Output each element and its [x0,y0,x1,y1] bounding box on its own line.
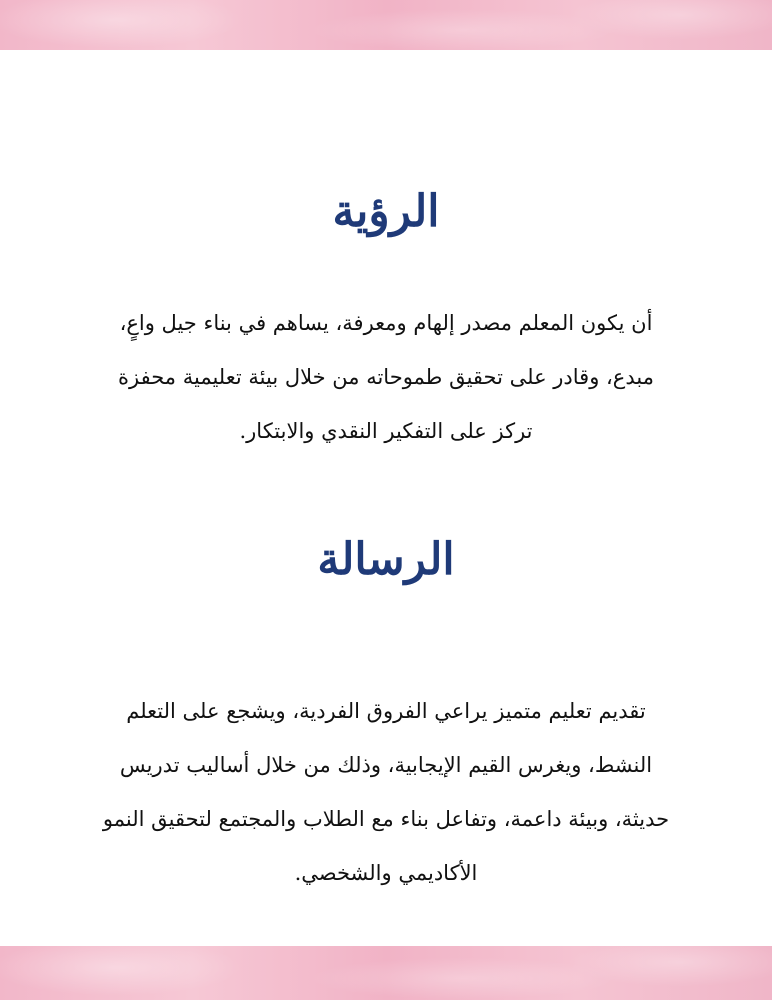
vision-text: أن يكون المعلم مصدر إلهام ومعرفة، يساهم في بناء جيل واعٍ، مبدع، وقادر على تحقيق طموحاته من خلال بيئة تعليمية محفزة تركز على التفكير النقدي والابتكار. [118,311,654,443]
mission-text: تقديم تعليم متميز يراعي الفروق الفردية، ويشجع على التعلم النشط، ويغرس القيم الإيجابية، وذلك من خلال أساليب تدريس حديثة، وبيئة داعمة، وتفاعل بناء مع الطلاب والمجتمع لتحقيق النمو الأكاديمي والشخصي. [102,699,670,885]
bottom-decorative-band [0,946,772,1000]
vision-title: الرؤية [332,186,440,237]
mission-title: الرسالة [317,534,455,585]
top-decorative-band [0,0,772,50]
